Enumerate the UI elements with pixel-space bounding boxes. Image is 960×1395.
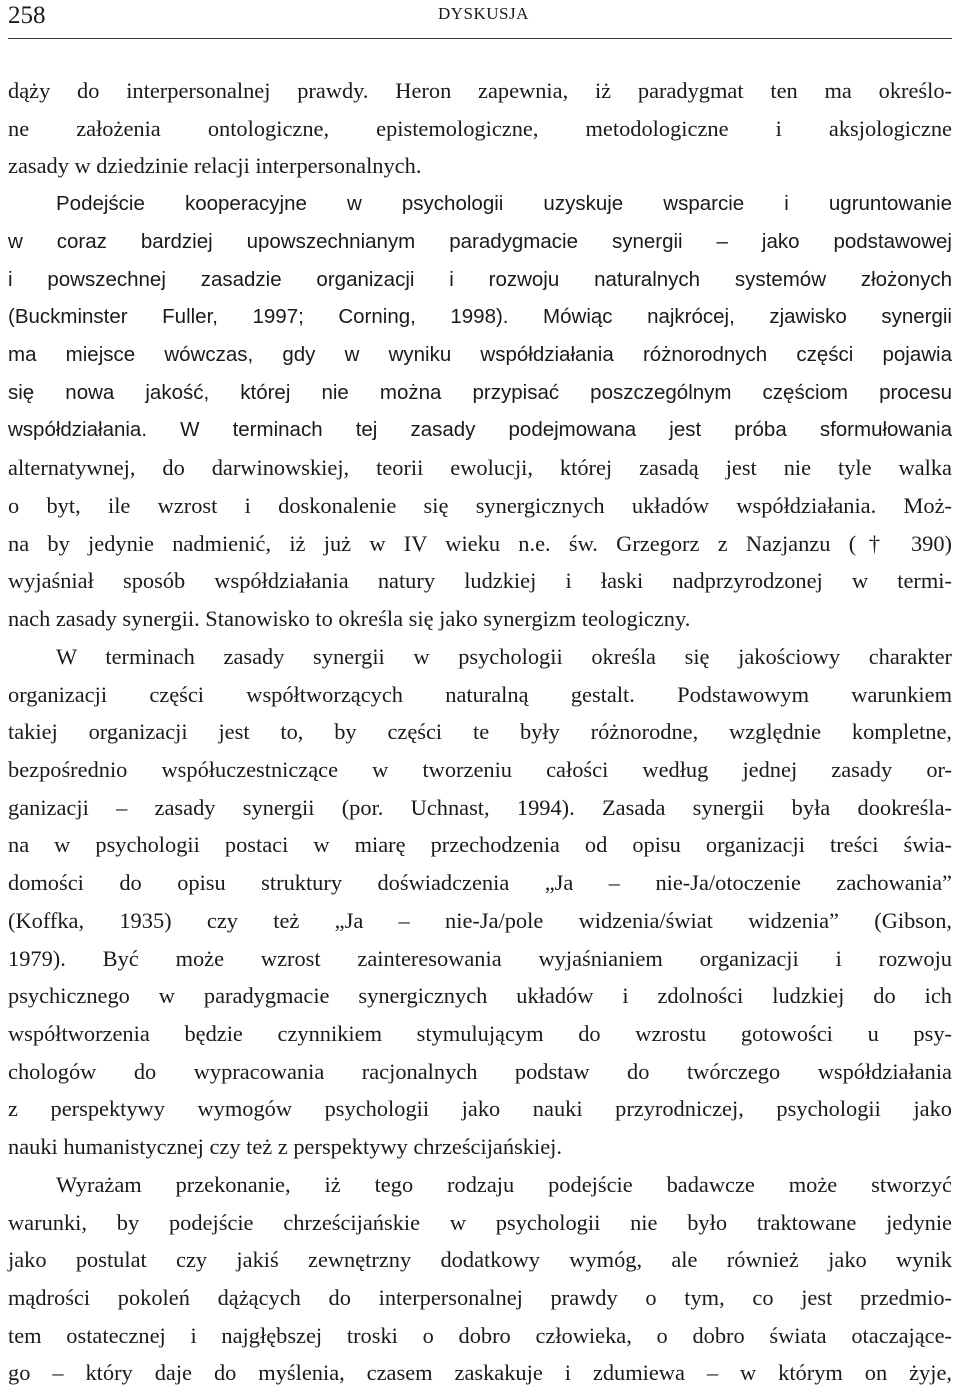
text-line: Podejście kooperacyjne w psychologii uzyskuje wsparcie i ugruntowanie: [56, 192, 952, 216]
body-text: [8, 72, 952, 1392]
text-line: (Buckminster Fuller, 1997; Corning, 1998). Mówiąc najkrócej, zjawisko synergii: [8, 305, 952, 329]
text-line: na by jedynie nadmienić, iż już w IV wieku n.e. św. Grzegorz z Nazjanzu († 390): [8, 530, 952, 556]
text-line: zasady w dziedzinie relacji interpersonalnych.: [8, 153, 422, 179]
page-header: [8, 0, 952, 39]
text-line: ne założenia ontologiczne, epistemologiczne, metodologiczne i aksjologiczne: [8, 115, 952, 141]
text-line: Wyrażam przekonanie, iż tego rodzaju podejście badawcze może stworzyć: [56, 1171, 952, 1197]
text-line: W terminach zasady synergii w psychologii określa się jakościowy charakter: [56, 643, 952, 669]
text-line: mądrości pokoleń dążących do interpersonalnej prawdy o tym, co jest przedmio-: [8, 1285, 952, 1310]
text-line: takiej organizacji jest to, by części te były różnorodne, względnie kompletne,: [8, 719, 952, 745]
text-line: tem ostatecznej i najgłębszej troski o dobro człowieka, o dobro świata otaczające-: [8, 1322, 952, 1348]
text-line: współdziałania. W terminach tej zasady podejmowana jest próba sformułowania: [8, 418, 952, 442]
text-line: bezpośrednio współuczestniczące w tworzeniu całości według jednej zasady or-: [8, 756, 952, 782]
text-line: nach zasady synergii. Stanowisko to określa się jako synergizm teologiczny.: [8, 606, 691, 632]
text-line: 1979). Być może wzrost zainteresowania wyjaśnianiem organizacji i rozwoju: [8, 945, 952, 971]
text-line: psychicznego w paradygmacie synergicznych układów i zdolności ludzkiej do ich: [8, 983, 952, 1009]
text-line: (Koffka, 1935) czy też „Ja – nie-Ja/pole widzenia/świat widzenia” (Gibson,: [8, 907, 952, 933]
text-line: dąży do interpersonalnej prawdy. Heron zapewnia, iż paradygmat ten ma określo-: [8, 78, 952, 103]
text-line: wyjaśniał sposób współdziałania natury ludzkiej i łaski nadprzyrodzonej w termi-: [8, 568, 952, 594]
text-line: ganizacji – zasady synergii (por. Uchnast, 1994). Zasada synergii była dookreśla-: [8, 794, 952, 820]
text-line: warunki, by podejście chrześcijańskie w psychologii nie było traktowane jedynie: [8, 1209, 952, 1235]
text-line: współtworzenia będzie czynnikiem stymulującym do wzrostu gotowości u psy-: [8, 1020, 952, 1046]
page-number: 258: [8, 2, 46, 29]
text-line: domości do opisu struktury doświadczenia „Ja – nie-Ja/otoczenie zachowania”: [8, 870, 952, 896]
text-line: o byt, ile wzrost i doskonalenie się synergicznych układów współdziałania. Moż-: [8, 492, 952, 518]
text-line: się nowa jakość, której nie można przypisać poszczególnym częściom procesu: [8, 380, 952, 404]
text-line: z perspektywy wymogów psychologii jako nauki przyrodniczej, psychologii jako: [8, 1096, 952, 1122]
text-line: alternatywnej, do darwinowskiej, teorii ewolucji, której zasadą jest nie tyle walka: [8, 455, 952, 481]
running-head: DYSKUSJA: [438, 4, 529, 23]
text-line: go – który daje do myślenia, czasem zaskakuje i zdumiewa – w którym on żyje,: [8, 1360, 952, 1386]
text-line: organizacji części współtworzących naturalną gestalt. Podstawowym warunkiem: [8, 681, 952, 707]
text-line: w coraz bardziej upowszechnianym paradygmacie synergii – jako podstawowej: [8, 229, 952, 253]
text-line: ma miejsce wówczas, gdy w wyniku współdziałania różnorodnych części pojawia: [8, 343, 952, 367]
text-line: i powszechnej zasadzie organizacji i rozwoju naturalnych systemów złożonych: [8, 267, 952, 291]
text-line: na w psychologii postaci w miarę przechodzenia od opisu organizacji treści świa-: [8, 832, 952, 858]
text-line: jako postulat czy jakiś zewnętrzny dodatkowy wymóg, ale również jako wynik: [8, 1247, 952, 1273]
text-line: chologów do wypracowania racjonalnych podstaw do twórczego współdziałania: [8, 1058, 952, 1084]
text-line: nauki humanistycznej czy też z perspektywy chrześcijańskiej.: [8, 1134, 562, 1160]
